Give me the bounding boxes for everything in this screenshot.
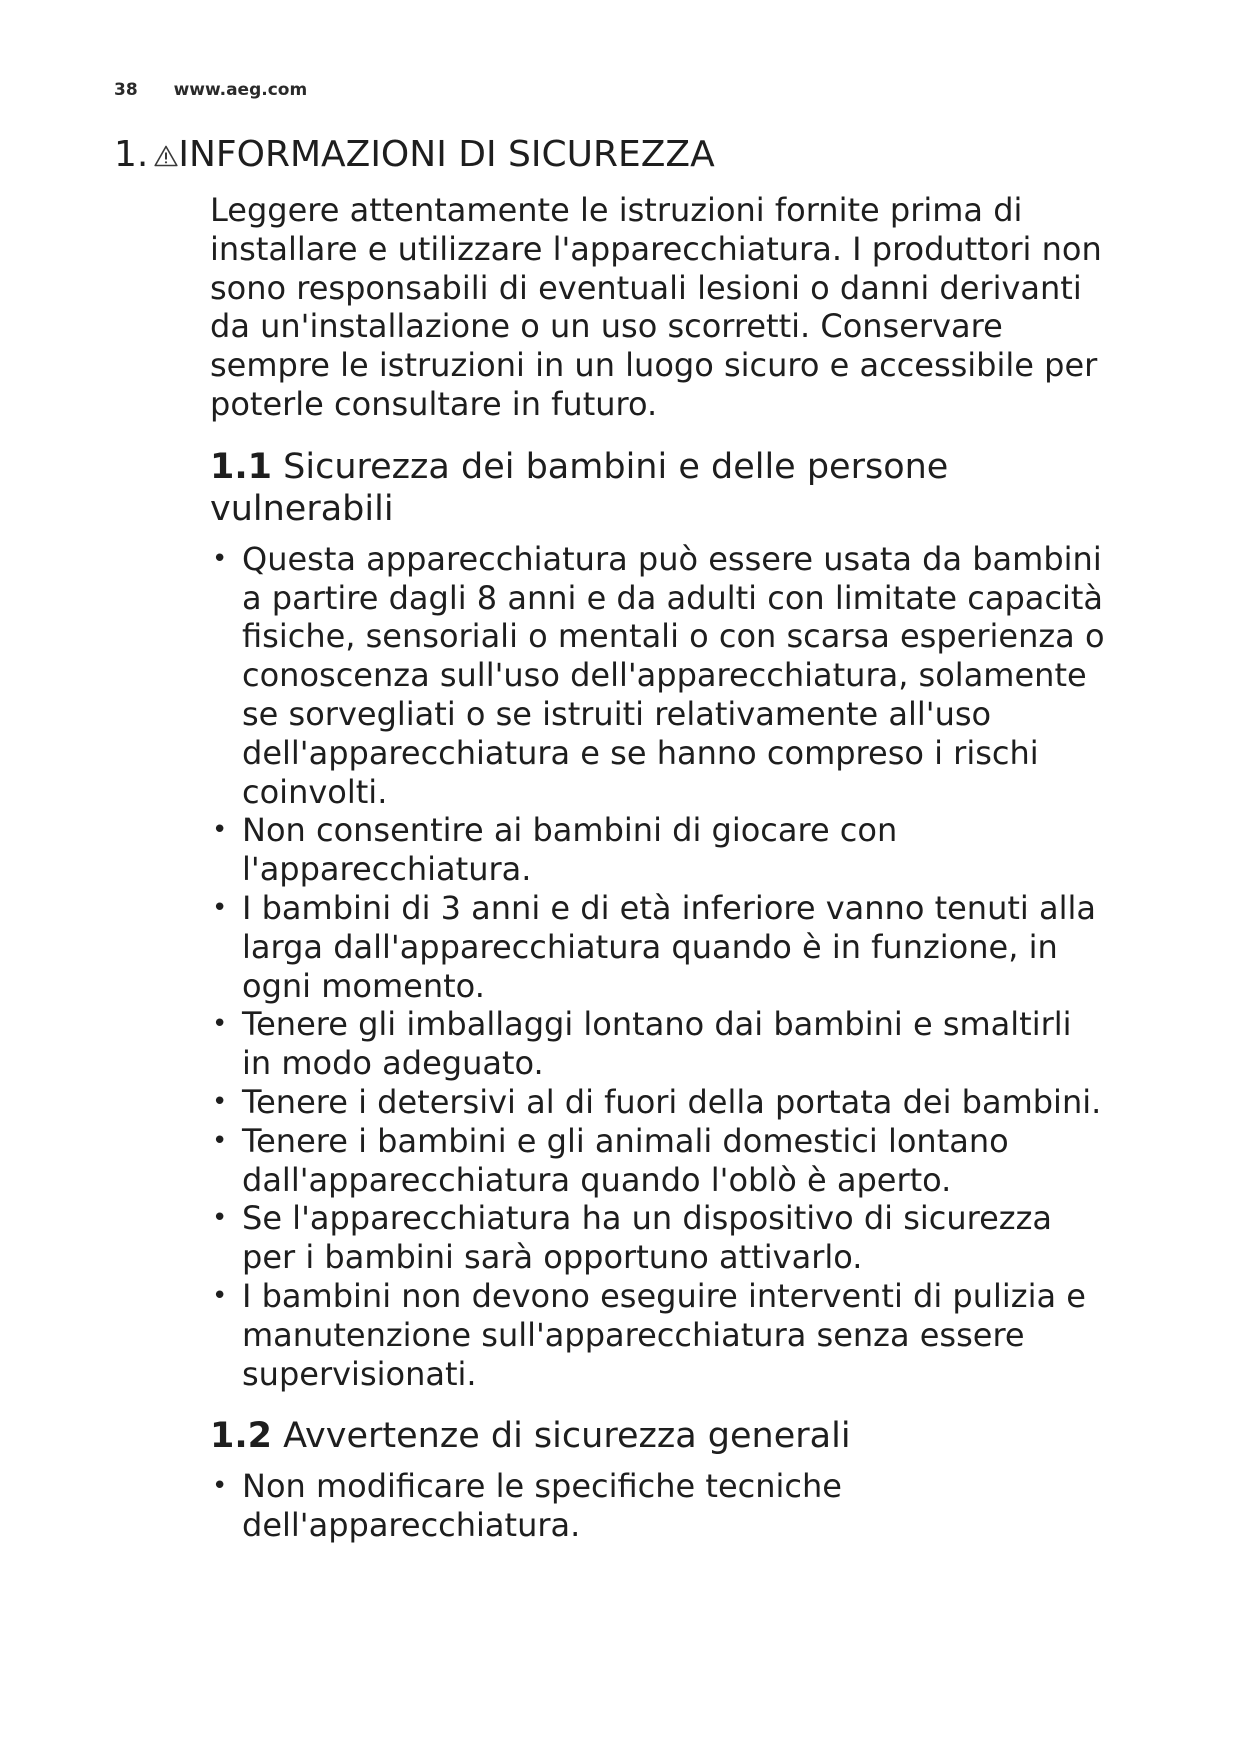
chapter-title (114, 133, 715, 177)
list-item-text: Tenere i bambini e gli animali domestici lontano dall'apparecchiatura quando l'oblò è aperto. (242, 1121, 1009, 1199)
list-item-text: Tenere gli imballaggi lontano dai bambini e smaltirli in modo adeguato. (242, 1005, 1072, 1083)
chapter-title-text: INFORMAZIONI DI SICUREZZA (178, 134, 715, 175)
list-item (210, 1005, 1110, 1083)
bullet-list-1-2 (210, 1467, 1110, 1545)
bullet-icon: • (212, 1086, 228, 1117)
section-heading-1-2 (210, 1415, 1110, 1457)
section-title: Sicurezza dei bambini e delle persone vulnerabili (210, 446, 949, 529)
list-item (210, 1277, 1110, 1393)
intro-paragraph: Leggere attentamente le istruzioni fornite prima di installare e utilizzare l'apparecchiatura. I produttori non sono responsabili di eventuali lesioni o danni derivanti da un'installazione o un uso scorretti. Conservare sempre le istruzioni in un luogo sicuro e accessibile per poterle consultare in futuro. (210, 191, 1102, 423)
content (210, 191, 1110, 1545)
chapter-number: 1. (114, 134, 149, 175)
bullet-icon: • (212, 543, 228, 574)
list-item (210, 540, 1110, 812)
bullet-icon: • (212, 1280, 228, 1311)
list-item-text: Questa apparecchiatura può essere usata da bambini a partire dagli 8 anni e da adulti con limitate capacità fisiche, sensoriali o mentali o con scarsa esperienza o conoscenza sull'uso dell'apparecchiatura, solamente se sorvegliati o se istruiti relativamente all'uso dell'apparecchiatura e se hanno compreso i rischi coinvolti. (242, 539, 1105, 811)
bullet-icon: • (212, 1009, 228, 1040)
section-number: 1.2 (210, 1416, 273, 1457)
list-item (210, 1467, 1110, 1545)
list-item (210, 811, 1110, 889)
warning-triangle-icon (154, 134, 178, 156)
list-item (210, 889, 1110, 1005)
list-item (210, 1083, 1110, 1122)
section-heading-1-1 (210, 446, 1110, 530)
list-item-text: Se l'apparecchiatura ha un dispositivo di sicurezza per i bambini sarà opportuno attivarlo. (242, 1199, 1052, 1277)
list-item-text: Non consentire ai bambini di giocare con l'apparecchiatura. (242, 811, 898, 889)
list-item-text: Tenere i detersivi al di fuori della portata dei bambini. (242, 1082, 1102, 1121)
bullet-list-1-1 (210, 540, 1110, 1394)
page-header (114, 80, 307, 100)
list-item-text: Non modificare le specifiche tecniche dell'apparecchiatura. (242, 1467, 842, 1545)
page-number: 38 (114, 80, 138, 100)
section-title: Avvertenze di sicurezza generali (283, 1416, 851, 1457)
list-item-text: I bambini di 3 anni e di età inferiore vanno tenuti alla larga dall'apparecchiatura quando è in funzione, in ogni momento. (242, 888, 1096, 1005)
bullet-icon: • (212, 1471, 228, 1502)
list-item-text: I bambini non devono eseguire interventi di pulizia e manutenzione sull'apparecchiatura senza essere supervisionati. (242, 1276, 1086, 1393)
list-item (210, 1122, 1110, 1200)
list-item (210, 1199, 1110, 1277)
bullet-icon: • (212, 1125, 228, 1156)
bullet-icon: • (212, 892, 228, 923)
bullet-icon: • (212, 1203, 228, 1234)
site-url: www.aeg.com (173, 80, 308, 100)
bullet-icon: • (212, 815, 228, 846)
section-number: 1.1 (210, 446, 273, 487)
